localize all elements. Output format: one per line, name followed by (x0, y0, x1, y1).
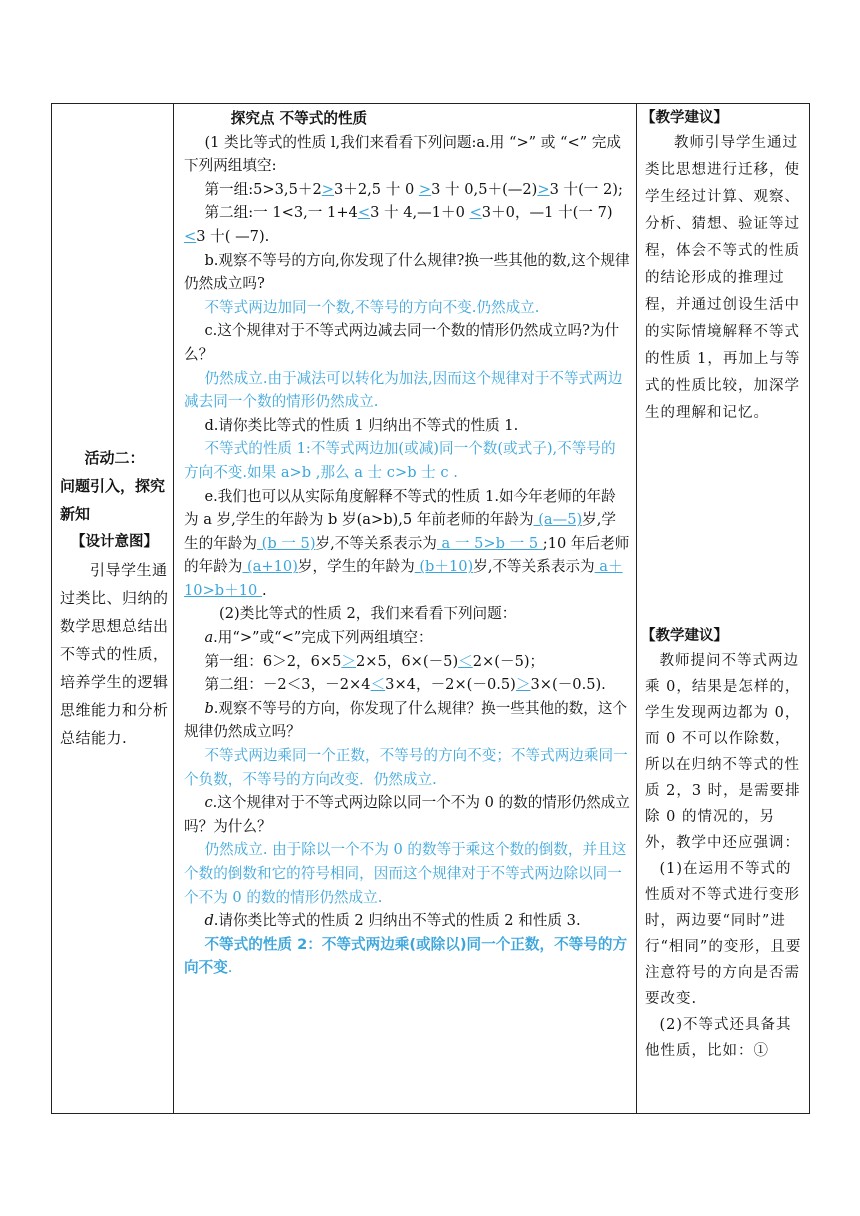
answer-b: 不等式两边加同一个数,不等号的方向不变.仍然成立. (204, 298, 540, 316)
answer-blank: a＋10>b＋10 (184, 558, 623, 599)
answer-blank: > (321, 180, 334, 198)
text: 第一组：6＞2，6×5 (204, 652, 342, 670)
right-cell (637, 104, 810, 1114)
question-c: c.这个规律对于不等式两边减去同一个数的情形仍然成立吗?为什么？ (184, 322, 620, 363)
text: 3×4，－2×(－0.5) (385, 676, 516, 694)
text: 岁,不等关系表示为 (315, 534, 437, 552)
teaching-suggestion-body: 教师引导学生通过类比思想进行迁移，使学生经过计算、观察、分析、猜想、验证等过程，体会不等式的性质的结论形成的推理过程，并通过创设生活中的实际情境解释不等式的性质 1，再加上与等式的性质比较，加深学生的理解和记忆。 (645, 135, 801, 421)
answer-c: 仍然成立.由于减法可以转化为加法,因而这个规律对于不等式两边减去同一个数的情形仍然成立. (184, 369, 623, 411)
part2-question-a (184, 626, 630, 650)
text: 2×5，6×(－5) (355, 652, 459, 670)
lesson-table (51, 103, 810, 1114)
answer-blank: < (184, 227, 197, 245)
question-b: b.观察不等号的方向,你发现了什么规律?换一些其他的数,这个规律仍然成立吗? (184, 251, 630, 293)
answer-blank: (b＋10) (414, 558, 474, 576)
answer-blank: ＜ (458, 652, 473, 670)
answer-blank: a 一 5>b 一 5 (436, 534, 543, 552)
part2-question-b (184, 697, 630, 744)
section-heading: 探究点 不等式的性质 (230, 110, 368, 127)
teaching-suggestion-point-2: (2)不等式还具备其他性质，比如：① (645, 1017, 792, 1059)
text: 第一组:5>3,5＋2 (204, 180, 322, 198)
activity-title-line1: 活动二： (84, 449, 145, 467)
part2-question-c (184, 791, 630, 838)
teaching-suggestion-heading: 【教学建议】 (641, 110, 728, 126)
text: . (227, 959, 233, 977)
answer-blank: (a+10) (242, 558, 298, 576)
answer-d: 不等式的性质 1:不等式两边加(或减)同一个数(或式子),不等号的方向不变.如果 a>b ,那么 a 士 c>b 士 c . (184, 440, 616, 481)
teaching-suggestion-body: 教师提问不等式两边乘 0，结果是怎样的，学生发现两边都为 0，而 0 不可以作除数，所以在归纳不等式的性质 2，3 时，是需要排除 0 的情况的，另外，教学中还应强调： (645, 653, 801, 851)
question-e (184, 485, 630, 603)
table-row (52, 104, 810, 1114)
part2-answer-b: 不等式两边乘同一个正数，不等号的方向不变；不等式两边乘同一个负数，不等号的方向改变．仍然成立. (184, 747, 628, 788)
answer-blank: ＜ (370, 676, 386, 694)
text: b (204, 699, 214, 717)
text: .用“>”或“<”完成下列两组填空： (213, 629, 433, 647)
group3-line (184, 650, 630, 674)
answer-blank: < (357, 204, 371, 222)
text: d (204, 912, 214, 930)
intro-paragraph: (1 类比等式的性质 l,我们来看看下列问题:a.用 “>” 或 “<” 完成下列两组填空: (184, 133, 621, 175)
answer-blank: (a—5) (533, 511, 583, 529)
part2-question-d (184, 909, 630, 933)
left-cell (52, 104, 174, 1114)
text: 3 十(一 2); (549, 180, 623, 198)
text: 不等式的性质 2：不等式两边乘(或除以)同一个正数，不等号的方向不变 (184, 935, 628, 977)
answer-blank: ＞ (515, 676, 531, 694)
answer-blank: (b 一 5) (256, 534, 316, 552)
text: . (261, 581, 267, 599)
group1-line (184, 178, 630, 202)
teaching-suggestion-heading: 【教学建议】 (641, 628, 728, 644)
text: 3 十( —7). (196, 227, 270, 245)
text: .观察不等号的方向，你发现了什么规律？换一些其他的数，这个规律仍然成立吗？ (184, 699, 628, 741)
answer-blank: ＞ (341, 652, 356, 670)
text: 第二组:一 1<3,一 1+4 (204, 204, 358, 222)
text: e.我们也可以从实际角度解释不等式的性质 1.如今年老师的年龄为 a 岁,学生的年龄为 b 岁(a>b),5 年前老师的年龄为 (184, 487, 616, 529)
design-intent-body: 引导学生通过类比、归纳的数学思想总结出不等式的性质，培养学生的逻辑思维能力和分析总结能力. (60, 561, 169, 747)
teaching-suggestion-block-2 (641, 624, 805, 1064)
teaching-suggestion-point-1: (1)在运用不等式的性质对不等式进行变形时，两边要“同时”进行“相同”的变形，且要注意符号的方向是否需要改变. (645, 861, 802, 1007)
question-d: d.请你类比等式的性质 1 归纳出不等式的性质 1. (204, 416, 519, 434)
text: ;10 年后老师的年龄为 (184, 534, 630, 576)
part2-answer-c: 仍然成立. 由于除以一个不为 0 的数等于乘这个数的倒数，并且这个数的倒数和它的符号相同，因而这个规律对于不等式两边除以同一个不为 0 的数的情形仍然成立. (184, 841, 627, 906)
text: .请你类比等式的性质 2 归纳出不等式的性质 2 和性质 3. (213, 912, 581, 930)
text: 第二组：－2＜3，－2×4 (204, 676, 371, 694)
design-intent-heading: 【设计意图】 (71, 534, 158, 550)
text: 3×(－0.5). (530, 676, 606, 694)
answer-blank: > (537, 180, 550, 198)
text: a (204, 629, 214, 647)
text: 3＋0，—1 十(一 7) (481, 204, 613, 222)
text: 3 十 4,—1＋0 (370, 204, 470, 222)
text: 岁，学生的年龄为 (297, 558, 415, 576)
middle-cell (174, 104, 637, 1114)
text: 岁,学生的年龄为 (184, 511, 616, 552)
activity-block (60, 444, 169, 752)
group2-line (184, 201, 630, 248)
answer-blank: < (469, 204, 482, 222)
text: 2×(－5)； (472, 652, 545, 670)
text: 3 十 0,5＋(—2) (431, 180, 538, 198)
text: .这个规律对于不等式两边除以同一个不为 0 的数的情形仍然成立吗？为什么？ (184, 794, 630, 835)
text: 3＋2,5 十 0 (333, 180, 419, 198)
part2-answer-d (184, 933, 630, 980)
activity-title-line2: 问题引入，探究新知 (60, 477, 166, 523)
answer-blank: > (418, 180, 432, 198)
text: 岁,不等关系表示为 (473, 558, 595, 576)
text: c (204, 794, 213, 812)
part2-intro: (2)类比等式的性质 2，我们来看看下列问题： (219, 605, 517, 623)
group4-line (184, 673, 630, 697)
